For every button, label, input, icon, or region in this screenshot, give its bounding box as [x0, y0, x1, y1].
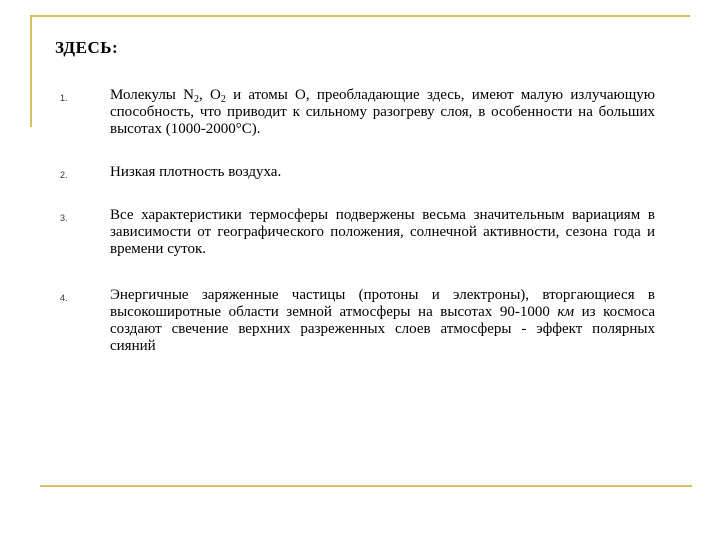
- unit-text: км: [557, 304, 575, 320]
- list-item-text: Низкая плотность воздуха.: [110, 164, 282, 180]
- list-number: 4.: [60, 293, 68, 303]
- text-part: , O: [198, 87, 221, 103]
- subscript: 2: [220, 94, 226, 105]
- text-part: и атомы O, преобладающие здесь, имеют малую излучающую способность, что приводит к сильному разогреву слоя, в особенности на больших высотах (1000-2000°С).: [110, 87, 655, 137]
- list-number: 3.: [60, 213, 68, 223]
- list-number: 1.: [60, 93, 68, 103]
- list-item-text: Все характеристики термосферы подвержены весьма значительным вариациям в зависимости от географического положения, солнечной активности, сезона года и времени суток.: [110, 207, 655, 257]
- list-item-text: [110, 87, 655, 138]
- subscript: 2: [193, 94, 199, 105]
- text-part: из космоса создают свечение верхних разреженных слоев атмосферы - эффект полярных сияний: [110, 304, 656, 354]
- slide-title: ЗДЕСЬ:: [55, 38, 119, 57]
- list-number: 2.: [60, 170, 68, 180]
- list-item-text: [110, 287, 655, 355]
- text-part: Молекулы N: [110, 87, 194, 103]
- text-part: Энергичные заряженные частицы (протоны и электроны), вторгающиеся в высокоширотные области земной атмосферы на высотах 90-1000: [110, 287, 655, 320]
